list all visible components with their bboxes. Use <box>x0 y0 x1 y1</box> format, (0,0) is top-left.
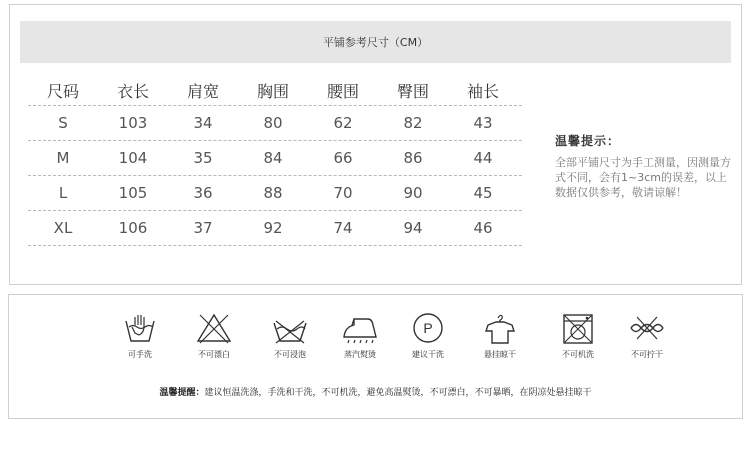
size-cell: XL <box>53 219 73 237</box>
sleeve-cell: 43 <box>473 114 493 132</box>
chest-cell: 92 <box>263 219 283 237</box>
column-header: 袖长 <box>466 81 499 101</box>
chest-cell: 84 <box>263 149 283 167</box>
hip-cell: 82 <box>403 114 423 132</box>
care-label: 可手洗 <box>128 350 152 359</box>
care-item-no-bleach <box>179 311 249 360</box>
care-label: 不可拧干 <box>631 350 663 359</box>
care-label: 悬挂晾干 <box>484 350 516 359</box>
table-row <box>28 176 522 211</box>
column-header: 臀围 <box>396 81 429 101</box>
care-item-steam-iron <box>325 311 395 360</box>
size-tips <box>555 132 735 200</box>
chest-cell: 88 <box>263 184 283 202</box>
care-item-dry-clean <box>393 311 463 360</box>
tips-title: 温馨提示： <box>555 134 621 148</box>
size-chart-panel <box>9 4 742 285</box>
size-table <box>28 75 522 246</box>
care-item-no-machine-wash <box>543 311 613 360</box>
svg-text:P: P <box>423 320 433 336</box>
care-note-label: 温馨提醒： <box>159 388 205 398</box>
length-cell: 104 <box>118 149 148 167</box>
size-cell: L <box>58 184 68 202</box>
hip-cell: 94 <box>403 219 423 237</box>
column-header: 尺码 <box>46 81 79 101</box>
sleeve-cell: 45 <box>473 184 493 202</box>
care-note-text: 建议恒温洗涤，手洗和干洗，不可机洗，避免高温熨烫，不可漂白，不可暴晒，在阴凉处悬挂晾干 <box>204 388 592 398</box>
column-header: 肩宽 <box>186 81 219 101</box>
table-row <box>28 211 522 246</box>
hip-cell: 86 <box>403 149 423 167</box>
size-chart-title: 平铺参考尺寸（CM） <box>20 21 731 63</box>
tips-body: 全部平铺尺寸为手工测量，因测量方式不同，会有1~3cm的误差，以上数据仅供参考，敬请谅解！ <box>555 156 731 199</box>
column-header: 腰围 <box>326 81 359 101</box>
care-item-no-wring <box>612 311 682 360</box>
waist-cell: 70 <box>333 184 353 202</box>
care-label: 建议干洗 <box>412 350 444 359</box>
length-cell: 106 <box>118 219 148 237</box>
table-row <box>28 141 522 176</box>
length-cell: 105 <box>118 184 148 202</box>
waist-cell: 62 <box>333 114 353 132</box>
table-row <box>28 106 522 141</box>
care-label: 不可漂白 <box>198 350 230 359</box>
care-label: 不可机洗 <box>562 350 594 359</box>
dry-clean-icon <box>408 311 448 345</box>
shoulder-cell: 34 <box>193 114 213 132</box>
care-item-hand-wash <box>105 311 175 360</box>
care-note <box>9 385 742 398</box>
sleeve-cell: 46 <box>473 219 493 237</box>
shoulder-cell: 35 <box>193 149 213 167</box>
hip-cell: 90 <box>403 184 423 202</box>
care-item-no-soak <box>255 311 325 360</box>
hand-wash-icon <box>120 311 160 345</box>
length-cell: 103 <box>118 114 148 132</box>
shoulder-cell: 36 <box>193 184 213 202</box>
care-label: 蒸汽熨烫 <box>344 350 376 359</box>
no-machine-wash-icon <box>558 311 598 345</box>
care-label: 不可浸泡 <box>274 350 306 359</box>
column-header: 胸围 <box>256 81 289 101</box>
column-header: 衣长 <box>116 81 149 101</box>
care-item-hang-dry <box>465 311 535 360</box>
waist-cell: 74 <box>333 219 353 237</box>
size-table-header <box>28 75 522 106</box>
size-cell: S <box>58 114 68 132</box>
no-wring-icon <box>627 311 667 345</box>
steam-iron-icon <box>340 311 380 345</box>
chest-cell: 80 <box>263 114 283 132</box>
sleeve-cell: 44 <box>473 149 493 167</box>
shoulder-cell: 37 <box>193 219 213 237</box>
care-panel <box>8 294 743 419</box>
size-cell: M <box>56 149 70 167</box>
no-bleach-icon <box>194 311 234 345</box>
waist-cell: 66 <box>333 149 353 167</box>
hang-dry-icon <box>480 311 520 345</box>
no-soak-icon <box>270 311 310 345</box>
